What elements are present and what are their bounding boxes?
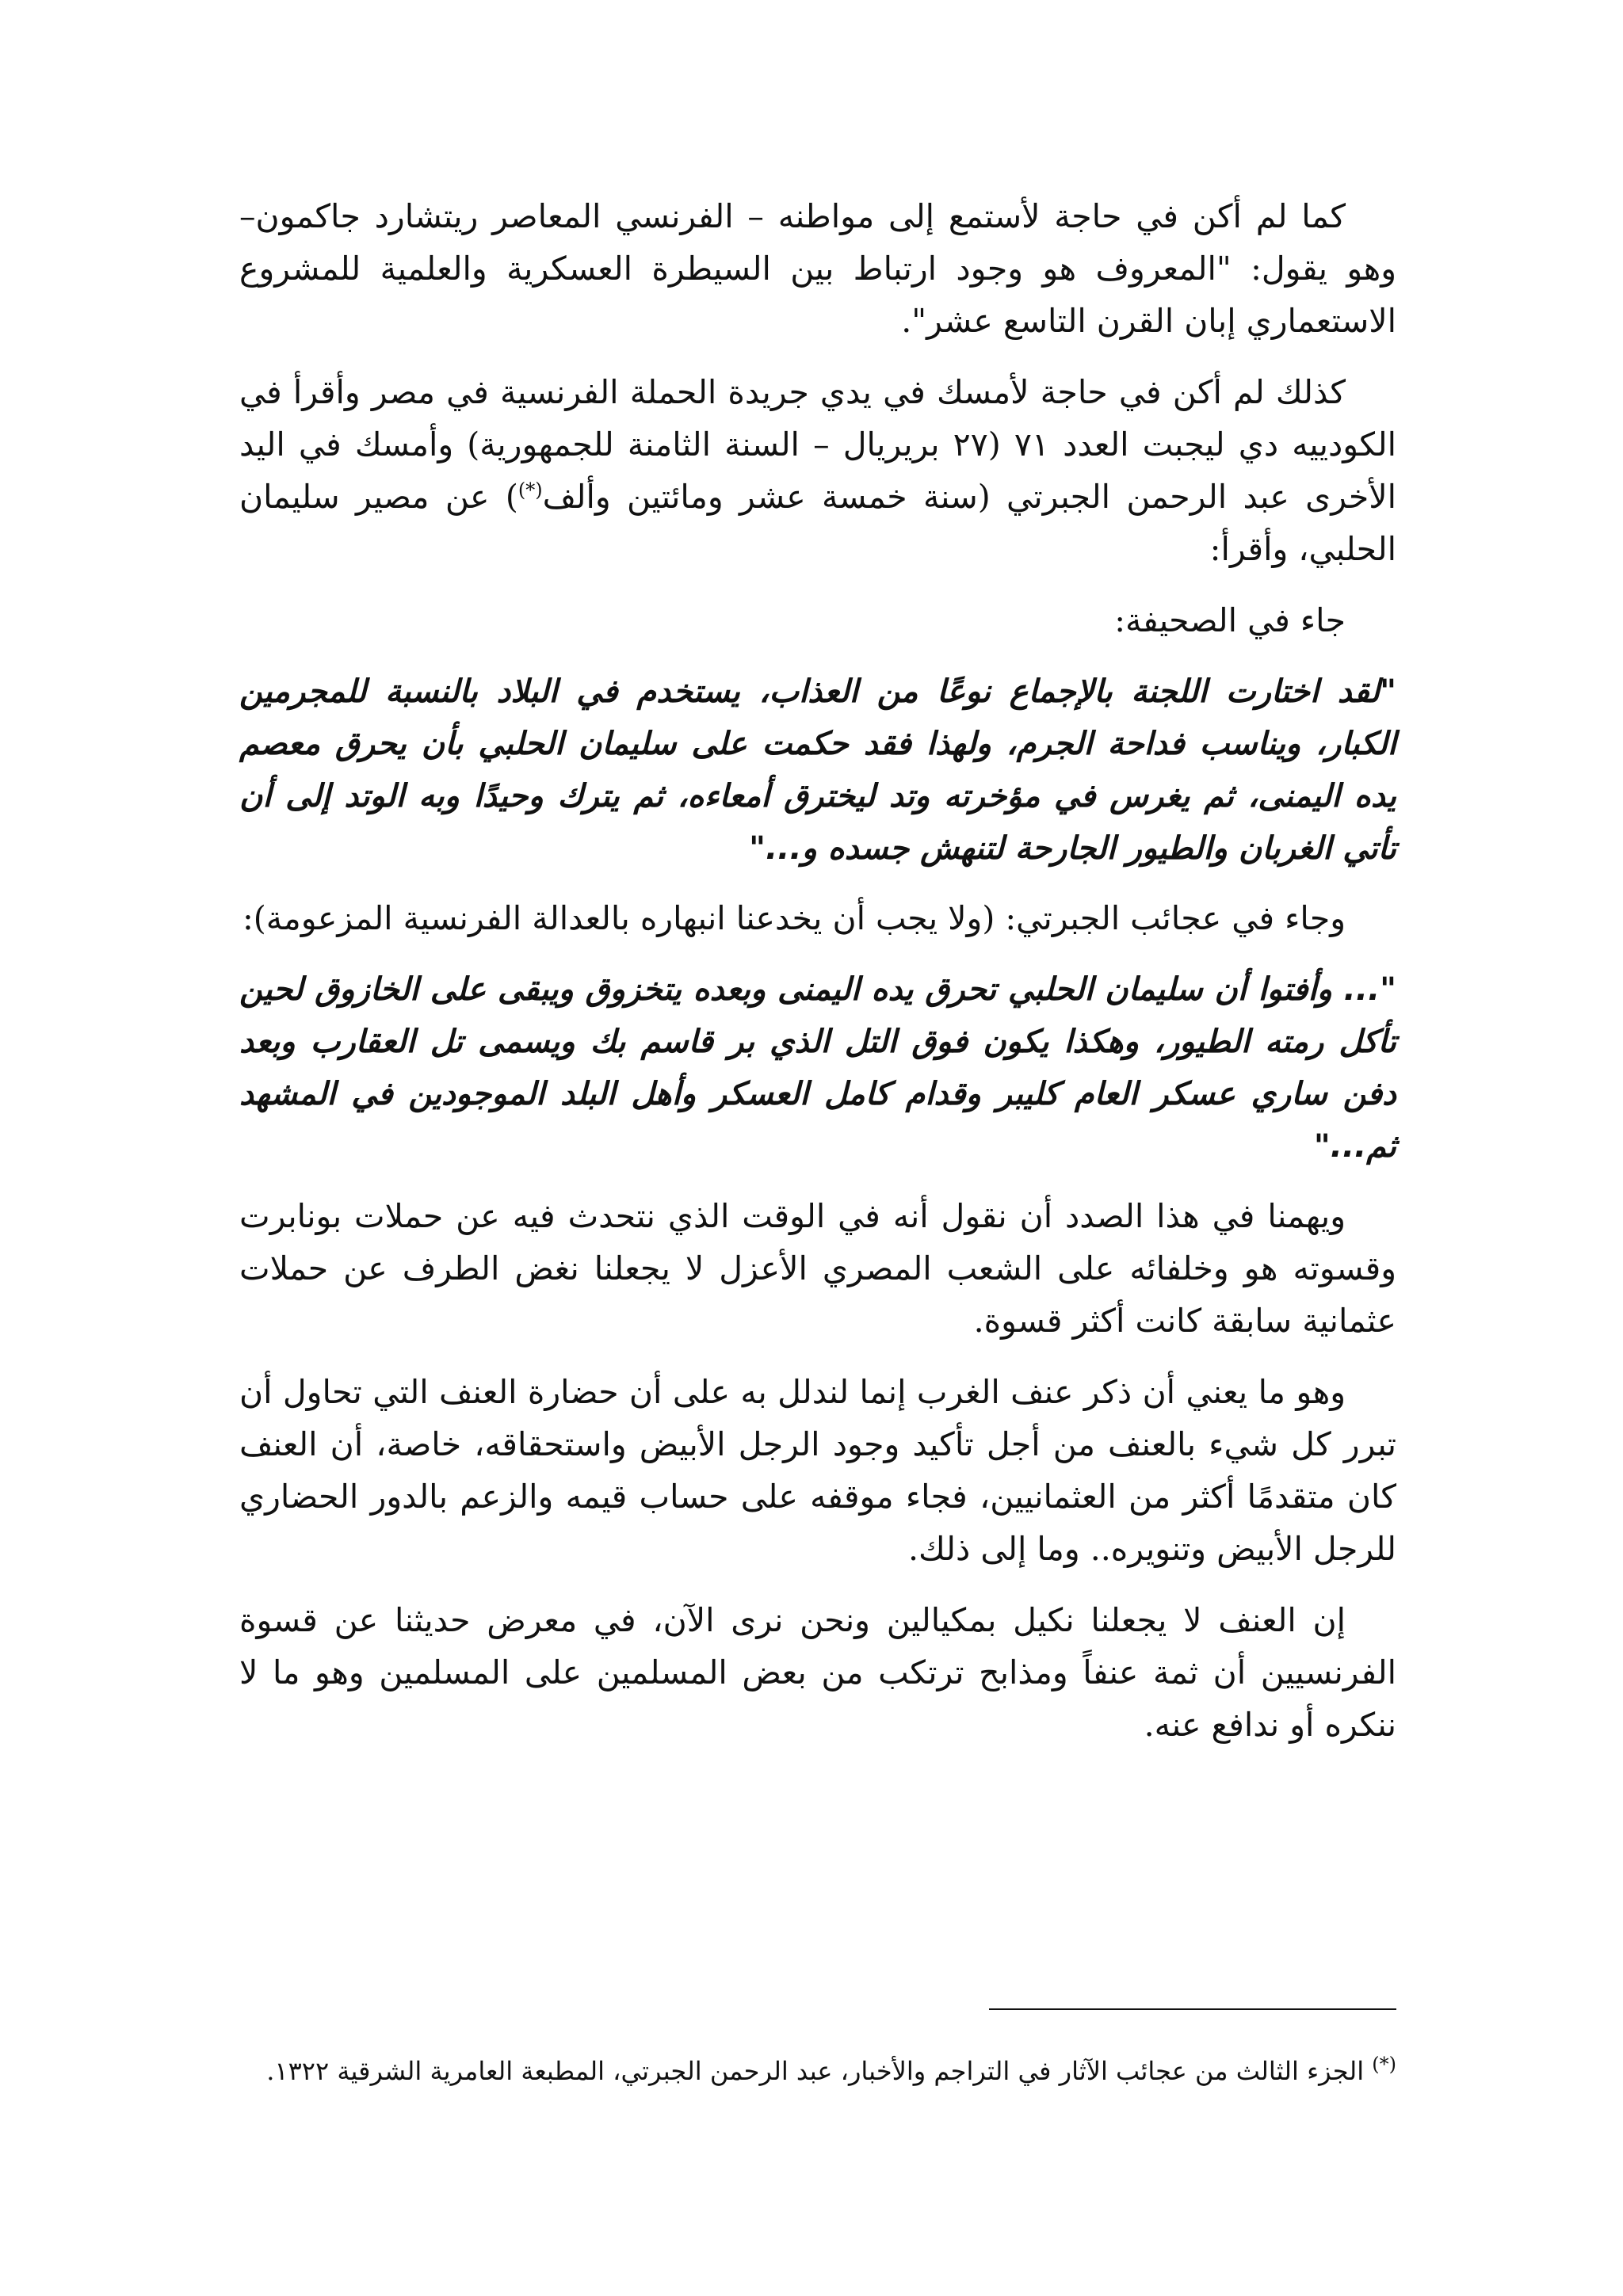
paragraph-western-violence: وهو ما يعني أن ذكر عنف الغرب إنما لندلل به على أن حضارة العنف التي تحاول أن تبرر كل شيء بالعنف من أجل تأكيد وجود الرجل الأبيض واستحقاقه، خاصة، أن العنف كان متقدمًا أكثر من العثمانيين، فجاء موقفه على حساب قيمه والزعم بالدور الحضاري للرجل الأبيض وتنويره.. وما إلى ذلك. bbox=[239, 1373, 1396, 1568]
paragraph-jabarti-intro: وجاء في عجائب الجبرتي: (ولا يجب أن يخدعنا انبهاره بالعدالة الفرنسية المزعومة): bbox=[242, 899, 1346, 937]
footnote-divider bbox=[989, 2008, 1396, 2010]
quote-newspaper-verdict: "لقد اختارت اللجنة بالإجماع نوعًا من العذاب، يستخدم في البلاد بالنسبة للمجرمين الكبار، ويناسب فداحة الجرم، ولهذا فقد حكمت على سليمان الحلبي بأن يحرق معصم يده اليمنى، ثم يغرس في مؤخرته وتد ليخترق أمعاءه، ثم يترك وحيدًا وبه الوتد إلى أن تأتي الغربان والطيور الجارحة لتنهش جسده و..." bbox=[239, 673, 1396, 867]
paragraph-jacquemond-quote: كما لم أكن في حاجة لأستمع إلى مواطنه – الفرنسي المعاصر ريتشارد جاكمون– وهو يقول: "المعروف هو وجود ارتباط بين السيطرة العسكرية والعلمية للمشروع الاستعماري إبان القرن التاسع عشر". bbox=[239, 197, 1396, 340]
paragraph-courrier-egypte bbox=[239, 366, 1396, 575]
footnote-marker: (*) bbox=[1372, 2053, 1396, 2076]
paragraph-bonaparte-cruelty: ويهمنا في هذا الصدد أن نقول أنه في الوقت الذي نتحدث فيه عن حملات بونابرت وقسوته هو وخلفائه على الشعب المصري الأعزل لا يجعلنا نغض الطرف عن حملات عثمانية سابقة كانت أكثر قسوة. bbox=[239, 1197, 1396, 1340]
document-page bbox=[239, 190, 1396, 1770]
paragraph-courrier-egypte-tail: ) عن مصير سليمان الحلبي، وأقرأ: bbox=[239, 478, 1396, 568]
quote-jabarti-verdict: "... وأفتوا أن سليمان الحلبي تحرق يده اليمنى وبعده يتخزوق ويبقى على الخازوق لحين تأكل رمته الطيور، وهكذا يكون فوق التل الذي بر قاسم بك ويسمى تل العقارب وبعد دفن ساري عسكر العام كليبر وقدام كامل العسكر وأهل البلد الموجودين في المشهد ثم..." bbox=[239, 971, 1396, 1165]
footnote-reference: (*) bbox=[517, 479, 543, 502]
paragraph-newspaper-intro: جاء في الصحيفة: bbox=[1114, 601, 1346, 639]
footnote-text: الجزء الثالث من عجائب الآثار في التراجم والأخبار، عبد الرحمن الجبرتي، المطبعة العامرية الشرقية ١٣٢٢. bbox=[266, 2056, 1365, 2086]
paragraph-double-standards: إن العنف لا يجعلنا نكيل بمكيالين ونحن نرى الآن، في معرض حديثنا عن قسوة الفرنسيين أن ثمة عنفاً ومذابح ترتكب من بعض المسلمين على المسلمين وهو ما لا ننكره أو ندافع عنه. bbox=[239, 1601, 1396, 1744]
footnote bbox=[239, 2052, 1396, 2090]
paragraph-courrier-egypte-text: كذلك لم أكن في حاجة لأمسك في يدي جريدة الحملة الفرنسية في مصر وأقرأ في الكودييه دي ليجبت العدد ٧١ (٢٧ بريريال – السنة الثامنة للجمهورية) وأمسك في اليد الأخرى عبد الرحمن الجبرتي (سنة خمسة عشر ومائتين وألف bbox=[239, 373, 1396, 516]
